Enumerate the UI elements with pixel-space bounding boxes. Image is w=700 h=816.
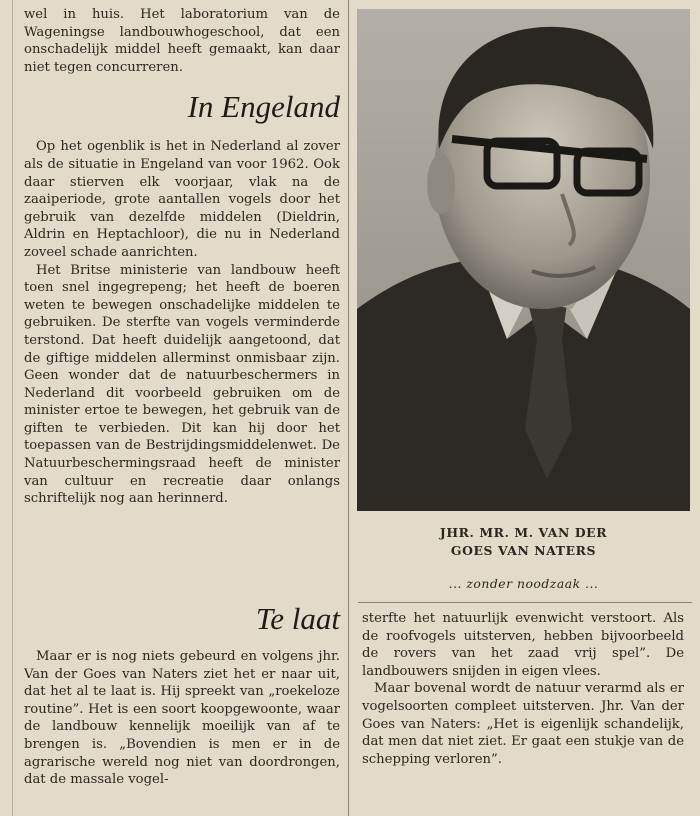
photo-subcaption: ... zonder noodzaak ... xyxy=(448,576,599,591)
paragraph-3: Maar er is nog niets gebeurd en volgens jhr. Van der Goes van Naters ziet het er naar uit, dat het al te laat is. Hij spreekt van „roekeloze routine”. Het is een soort koopgewoonte, waar de landbouw kennelijk moeilijk van af te brengen is. „Bovendien is men er in de agrarische wereld nog niet van doordrongen, dat de massale vogel- xyxy=(24,649,340,788)
paragraph-2: Het Britse ministerie van landbouw heeft toen snel ingegrepeng; het heeft de boeren weten te bewegen onschadelijke middelen te gebruiken. De sterfte van vogels verminderde terstond. Dat heeft duidelijk aangetoond, dat de giftige middelen allerminst onmisbaar zijn. Geen wonder dat de natuurbeschermers in Nederland dit voorbeeld gebruiken om de minister ertoe te bewegen, het gebruik van de giften te verbieden. Dit kan hij door het toepassen van de Bestrijdingsmiddelenwet. De Natuurbeschermingsraad heeft de minister van cultuur en recreatie daar onlangs schriftelijk nog aan herinnerd. xyxy=(24,262,340,507)
caption-rule xyxy=(358,602,692,603)
portrait-photo xyxy=(357,9,690,511)
photo-caption xyxy=(357,524,690,560)
right-column xyxy=(362,610,684,768)
caption-line-2: GOES VAN NATERS xyxy=(450,543,597,558)
paragraph-1: Op het ogenblik is het in Nederland al zover als de situatie in Engeland van voor 1962. Ook daar stierven elk voorjaar, vlak na de zaaiperiode, grote aantallen vogels door het gebruik van dezelfde middelen (Dieldrin, Aldrin en Heptachloor), die nu in Nederland zoveel schade aanrichten. xyxy=(24,139,340,260)
heading-te-laat: Te laat xyxy=(255,601,340,636)
paragraph-5: Maar bovenal wordt de natuur verarmd als er vogelsoorten compleet uitsterven. Jhr. Van der Goes van Naters: „Het is eigenlijk schandelijk, dat men dat niet ziet. Er gaat een stukje van de schepping verloren”. xyxy=(362,681,684,767)
left-column-bottom xyxy=(24,602,340,789)
portrait-image xyxy=(357,9,690,511)
intro-paragraph: wel in huis. Het laboratorium van de Wageningse landbouwhogeschool, dat een onschadelijk middel heeft gemaakt, kan daar niet tegen concurreren. xyxy=(24,7,340,75)
column-rule xyxy=(348,0,349,816)
left-column xyxy=(24,6,340,508)
column-rule-edge xyxy=(12,0,13,816)
paragraph-4: sterfte het natuurlijk evenwicht verstoort. Als de roofvogels uitsterven, hebben bijvoorbeeld de rovers van het zaad vrij spel”. De landbouwers snijden in eigen vlees. xyxy=(362,611,684,679)
caption-line-1: JHR. MR. M. VAN DER xyxy=(439,525,608,540)
heading-in-engeland: In Engeland xyxy=(187,89,340,125)
